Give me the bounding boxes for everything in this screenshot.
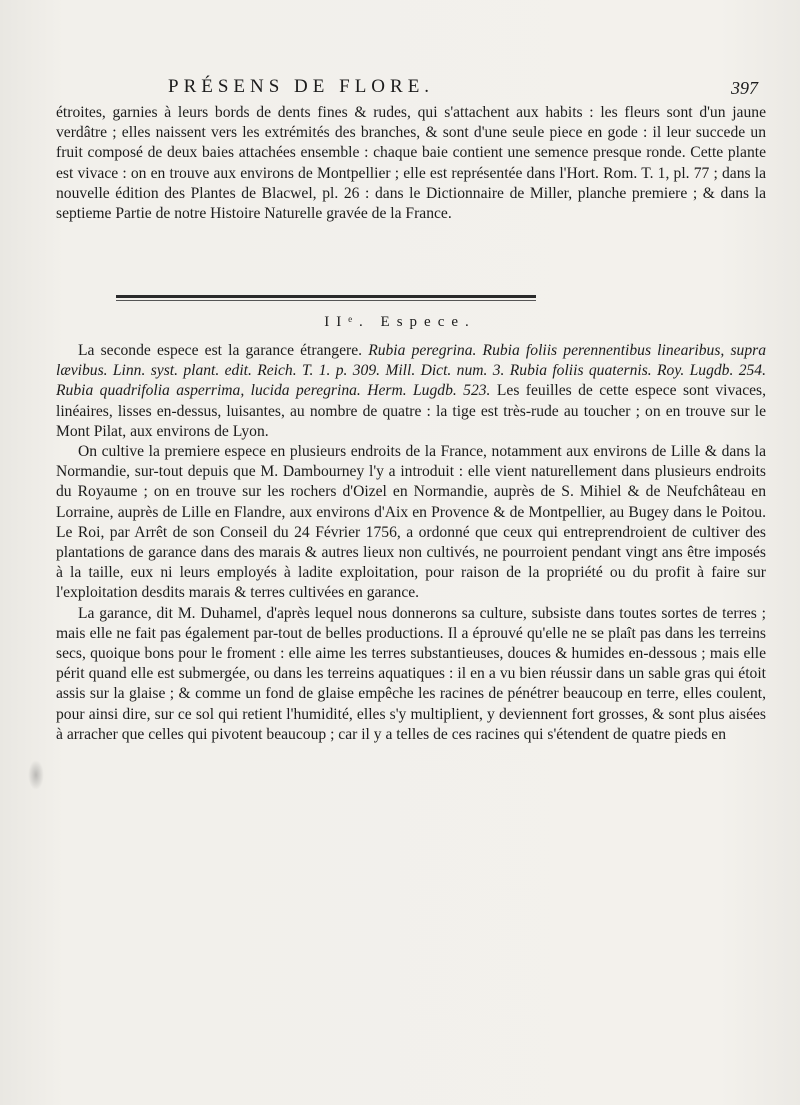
paragraph-species-two bbox=[56, 341, 766, 442]
latin-synonyms: Rubia peregrina. Rubia foliis perennentibus linearibus, supra lævibus. Linn. syst. plant. edit. Reich. T. 1. p. 309. Mill. Dict. num. 3. Rubia foliis quaternis. Roy. Lugdb. 254. Rubia quadrifolia asperrima, lucida peregrina. Herm. Lugdb. 523. bbox=[56, 342, 766, 400]
page-number: 397 bbox=[731, 78, 758, 98]
species-description: Les feuilles de cette espece sont vivaces, linéaires, lisses en-dessus, luisantes, au nombre de quatre : la tige est très-rude au toucher ; on en trouve sur le Mont Pilat, aux environs de Lyon. bbox=[56, 382, 767, 440]
ink-smudge bbox=[28, 760, 44, 790]
paragraph-cultivation: On cultive la premiere espece en plusieurs endroits de la France, notamment aux environs de Lille & dans la Normandie, sur-tout depuis que M. Dambourney l'y a introduit : elle vient naturellement dans plusieurs endroits du Royaume ; on en trouve sur les rochers d'Oizel en Normandie, auprès de S. Mihiel & de Neufchâteau en Lorraine, auprès de Lille en Flandre, aux environs d'Aix en Provence & de Montpellier, au Bugey dans le Poitou. Le Roi, par Arrêt de son Conseil du 24 Février 1756, a ordonné que ceux qui entreprendroient de cultiver des plantations de garance dans des marais & autres lieux non cultivés, ne pourroient pendant vingt ans être imposés à la taille, eux ni leurs employés à ladite exploitation, pour raison de la propriété ou du profit à faire sur l'exploitation desdits marais & terres cultivées en garance. bbox=[56, 443, 766, 602]
paragraph-continued: étroites, garnies à leurs bords de dents fines & rudes, qui s'attachent aux habits : les fleurs sont d'un jaune verdâtre ; elles naissent vers les extrémités des branches, & sont d'une seule piece en gode : il leur succede un fruit composé de deux baies attachées ensemble : chaque baie contient une semence presque ronde. Cette plante est vivace : on en trouve aux environs de Montpellier ; elle est représentée dans l'Hort. Rom. T. 1, pl. 77 ; dans la nouvelle édition des Plantes de Blacwel, pl. 26 : dans le Dictionnaire de Miller, planche premiere ; & dans la septieme Partie de notre Histoire Naturelle gravée de la France. bbox=[56, 104, 766, 223]
section-rule-thin bbox=[116, 300, 536, 301]
page-header bbox=[60, 76, 760, 104]
section-rule-thick bbox=[116, 295, 536, 298]
running-title: PRÉSENS DE FLORE. bbox=[168, 76, 435, 97]
section-heading: IIᵉ. Espece. bbox=[324, 314, 476, 330]
text-block-upper bbox=[56, 103, 766, 224]
paragraph-duhamel: La garance, dit M. Duhamel, d'après lequel nous donnerons sa culture, subsiste dans toutes sortes de terres ; mais elle ne fait pas également par-tout de belles productions. Il a éprouvé qu'elle ne se plaît pas dans les terreins secs, quoique bons pour le froment : elle aime les terres substantieuses, douces & humides en-dessous ; mais elle périt quand elle est submergée, ou dans les terreins aquatiques : il en a vu bien réussir dans un sable gras qui étoit assis sur la glaise ; & comme un fond de glaise empêche les racines de pénétrer beaucoup en terre, elles coulent, pour ainsi dire, sur ce sol qui retient l'humidité, elles s'y multiplient, y deviennent fort grosses, & sont plus aisées à arracher que celles qui pivotent beaucoup ; car il y a telles de ces racines qui s'étendent de quatre pieds en bbox=[56, 604, 766, 743]
species-intro: La seconde espece est la garance étrangere. bbox=[78, 342, 363, 359]
text-block-lower bbox=[56, 341, 766, 745]
